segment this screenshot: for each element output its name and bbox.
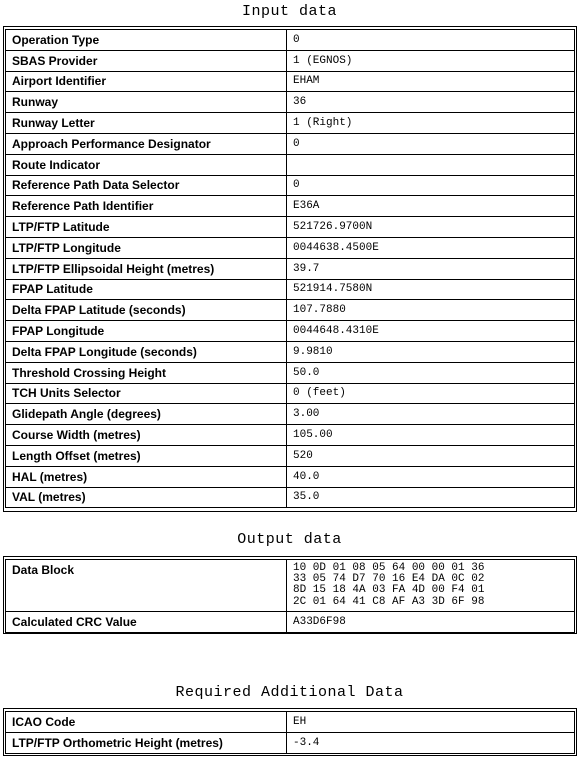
field-label: ICAO Code (6, 712, 287, 733)
field-label: Airport Identifier (6, 71, 287, 92)
field-label: Glidepath Angle (degrees) (6, 404, 287, 425)
table-row (6, 258, 575, 279)
output-data-table (5, 559, 575, 633)
table-row (6, 712, 575, 733)
field-value: 3.00 (287, 404, 575, 425)
field-label: Route Indicator (6, 154, 287, 175)
field-value: 0044638.4500E (287, 237, 575, 258)
field-value: 35.0 (287, 487, 575, 508)
table-row (6, 466, 575, 487)
table-row (6, 612, 575, 633)
table-row (6, 341, 575, 362)
field-value: 36 (287, 92, 575, 113)
field-value: EH (287, 712, 575, 733)
field-label: LTP/FTP Latitude (6, 217, 287, 238)
table-row (6, 404, 575, 425)
field-label: Delta FPAP Longitude (seconds) (6, 341, 287, 362)
field-value: 1 (EGNOS) (287, 50, 575, 71)
field-label: FPAP Latitude (6, 279, 287, 300)
table-row (6, 50, 575, 71)
field-label: Operation Type (6, 30, 287, 51)
field-value: 0 (287, 30, 575, 51)
field-label: Reference Path Data Selector (6, 175, 287, 196)
field-value: 0044648.4310E (287, 321, 575, 342)
field-label: Runway (6, 92, 287, 113)
table-row (6, 217, 575, 238)
data-block-value (287, 560, 575, 612)
table-row (6, 92, 575, 113)
field-value: 107.7880 (287, 300, 575, 321)
table-row (6, 154, 575, 175)
table-row (6, 113, 575, 134)
field-label: Reference Path Identifier (6, 196, 287, 217)
field-value: 9.9810 (287, 341, 575, 362)
field-value: EHAM (287, 71, 575, 92)
crc-label: Calculated CRC Value (6, 612, 287, 633)
table-row (6, 279, 575, 300)
field-label: Delta FPAP Latitude (seconds) (6, 300, 287, 321)
table-row (6, 445, 575, 466)
data-block-line: 33 05 74 D7 70 16 E4 DA 0C 02 (293, 573, 485, 586)
field-value: 521914.7580N (287, 279, 575, 300)
field-value: 520 (287, 445, 575, 466)
field-value: 0 (feet) (287, 383, 575, 404)
field-label: SBAS Provider (6, 50, 287, 71)
data-block-line: 8D 15 18 4A 03 FA 4D 00 F4 01 (293, 584, 485, 597)
field-value: 0 (287, 175, 575, 196)
field-value: 0 (287, 133, 575, 154)
field-label: Approach Performance Designator (6, 133, 287, 154)
table-row (6, 383, 575, 404)
field-label: HAL (metres) (6, 466, 287, 487)
data-block-line: 2C 01 64 41 C8 AF A3 3D 6F 98 (293, 595, 485, 608)
field-label: LTP/FTP Ellipsoidal Height (metres) (6, 258, 287, 279)
field-value: 105.00 (287, 425, 575, 446)
field-label: Runway Letter (6, 113, 287, 134)
data-block-label: Data Block (6, 560, 287, 612)
field-value: 40.0 (287, 466, 575, 487)
table-row (6, 237, 575, 258)
field-label: VAL (metres) (6, 487, 287, 508)
table-row (6, 175, 575, 196)
field-value: 521726.9700N (287, 217, 575, 238)
field-label: Threshold Crossing Height (6, 362, 287, 383)
table-row (6, 362, 575, 383)
table-row (6, 196, 575, 217)
table-row (6, 300, 575, 321)
table-row (6, 560, 575, 612)
table-row (6, 487, 575, 508)
input-data-table (5, 29, 575, 508)
field-value (287, 154, 575, 175)
table-row (6, 321, 575, 342)
field-value: 39.7 (287, 258, 575, 279)
field-label: LTP/FTP Orthometric Height (metres) (6, 732, 287, 753)
table-row (6, 30, 575, 51)
output-data-title: Output data (237, 531, 342, 548)
additional-data-title: Required Additional Data (175, 684, 404, 701)
field-value: E36A (287, 196, 575, 217)
input-data-title: Input data (241, 3, 337, 20)
field-label: Course Width (metres) (6, 425, 287, 446)
field-label: LTP/FTP Longitude (6, 237, 287, 258)
field-label: FPAP Longitude (6, 321, 287, 342)
field-value: -3.4 (287, 732, 575, 753)
field-value: 1 (Right) (287, 113, 575, 134)
field-value: 50.0 (287, 362, 575, 383)
field-label: Length Offset (metres) (6, 445, 287, 466)
table-row (6, 133, 575, 154)
table-row (6, 425, 575, 446)
additional-data-table (5, 711, 575, 754)
crc-value: A33D6F98 (287, 612, 575, 633)
table-row (6, 732, 575, 753)
table-row (6, 71, 575, 92)
data-block-line: 10 0D 01 08 05 64 00 00 01 36 (293, 562, 485, 574)
field-label: TCH Units Selector (6, 383, 287, 404)
